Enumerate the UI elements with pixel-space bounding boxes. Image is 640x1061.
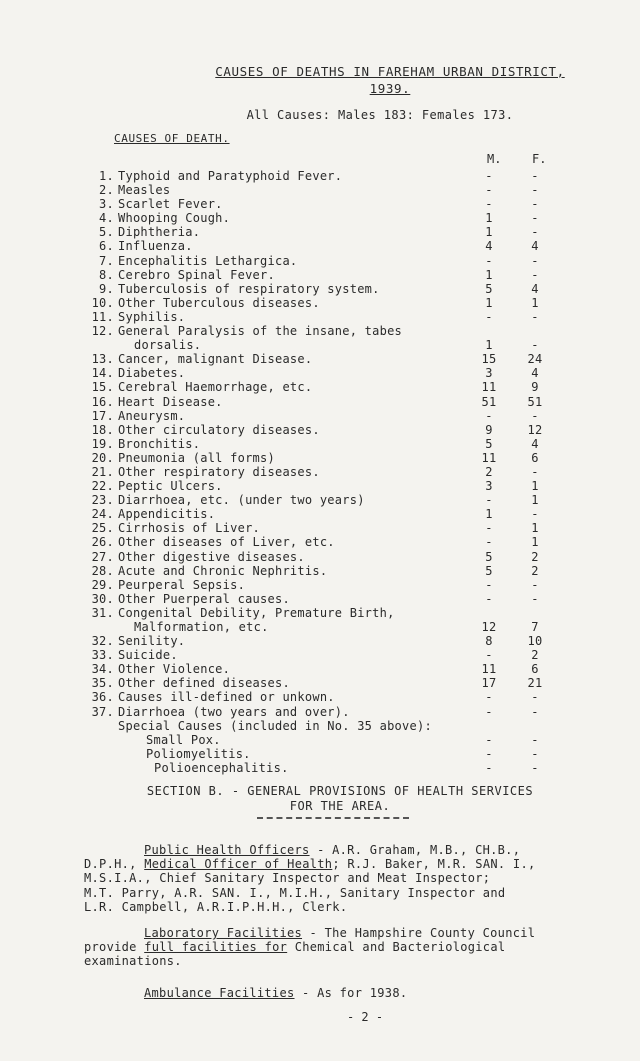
- males-count: -: [485, 732, 493, 747]
- females-count: -: [531, 704, 539, 719]
- row-number: 15.: [91, 380, 114, 395]
- table-row: [84, 493, 584, 507]
- cause-label: dorsalis.: [134, 338, 202, 353]
- cause-label: Pneumonia (all forms): [118, 450, 275, 465]
- row-number: 25.: [91, 521, 114, 536]
- females-count: -: [531, 690, 539, 705]
- table-row: [84, 620, 584, 634]
- cause-label: Diphtheria.: [118, 225, 201, 240]
- females-count: -: [531, 464, 539, 479]
- cause-label: Malformation, etc.: [134, 620, 269, 634]
- table-row: [84, 465, 584, 479]
- row-number: 5.: [99, 225, 114, 240]
- table-row: [84, 733, 584, 747]
- row-number: 36.: [91, 690, 114, 705]
- males-count: -: [485, 577, 493, 592]
- cause-label: Other Puerperal causes.: [118, 591, 290, 606]
- amb-text: - As for 1938.: [294, 986, 408, 1000]
- cause-label: Diabetes.: [118, 366, 186, 381]
- row-number: 13.: [91, 352, 114, 367]
- cause-label: Scarlet Fever.: [118, 197, 223, 212]
- females-count: 2: [531, 563, 539, 578]
- table-row: [84, 395, 584, 409]
- row-number: 32.: [91, 634, 114, 649]
- cause-label: Small Pox.: [146, 732, 221, 747]
- females-count: 4: [531, 436, 539, 451]
- males-count: -: [485, 746, 493, 761]
- females-count: -: [531, 253, 539, 268]
- cause-label: Cerebral Haemorrhage, etc.: [118, 380, 313, 395]
- row-number: 19.: [91, 436, 114, 451]
- row-number: 9.: [99, 281, 114, 296]
- females-count: 10: [527, 634, 543, 649]
- row-number: 1.: [99, 169, 114, 183]
- cause-label: Causes ill-defined or unkown.: [118, 690, 335, 705]
- ph-line-1: [84, 843, 604, 857]
- table-row: [84, 578, 584, 592]
- ph-text-2a: D.P.H.,: [84, 857, 145, 872]
- laboratory-facilities-paragraph: [84, 926, 604, 969]
- males-count: -: [485, 493, 493, 508]
- row-number: 7.: [99, 253, 114, 268]
- females-count: 7: [531, 620, 539, 634]
- males-count: 5: [485, 549, 493, 564]
- females-count: -: [531, 197, 539, 212]
- table-row: [84, 366, 584, 380]
- males-count: 5: [485, 281, 493, 296]
- cause-label: Polioencephalitis.: [154, 760, 289, 775]
- cause-label: Heart Disease.: [118, 394, 223, 409]
- table-row: [84, 521, 584, 535]
- cause-label: Tuberculosis of respiratory system.: [118, 281, 380, 296]
- cause-label: Diarrhoea, etc. (under two years): [118, 493, 365, 508]
- females-count: -: [531, 591, 539, 606]
- document-title: [0, 64, 640, 79]
- row-number: 28.: [91, 563, 114, 578]
- lab-text-2a: provide: [84, 940, 145, 955]
- females-count: 1: [531, 493, 539, 508]
- table-row: [84, 451, 584, 465]
- ambulance-facilities-paragraph: [84, 986, 604, 1000]
- cause-label: Peurperal Sepsis.: [118, 577, 246, 592]
- males-count: -: [485, 253, 493, 268]
- females-count: -: [531, 309, 539, 324]
- row-number: 14.: [91, 366, 114, 381]
- table-row: [84, 211, 584, 225]
- table-row: [84, 380, 584, 394]
- table-row: [84, 352, 584, 366]
- table-row: [84, 690, 584, 704]
- causes-table: [84, 169, 584, 775]
- table-row: [84, 183, 584, 197]
- row-number: 23.: [91, 493, 114, 508]
- males-count: 11: [481, 380, 497, 395]
- divider: [257, 817, 409, 819]
- cause-label: Appendicitis.: [118, 507, 216, 522]
- cause-label: Whooping Cough.: [118, 211, 231, 226]
- table-row: [84, 662, 584, 676]
- cause-label: Encephalitis Lethargica.: [118, 253, 298, 268]
- table-row: [84, 254, 584, 268]
- males-count: -: [485, 535, 493, 550]
- males-count: 1: [485, 338, 493, 353]
- column-header-females: F.: [532, 152, 547, 166]
- females-count: 6: [531, 450, 539, 465]
- cause-label: Poliomyelitis.: [146, 746, 251, 761]
- males-count: 1: [485, 211, 493, 226]
- males-count: -: [485, 169, 493, 183]
- cause-label: Special Causes (included in No. 35 above):: [118, 718, 432, 733]
- males-count: -: [485, 197, 493, 212]
- cause-label: Senility.: [118, 634, 186, 649]
- cause-label: Peptic Ulcers.: [118, 479, 223, 494]
- females-count: 4: [531, 366, 539, 381]
- row-number: 8.: [99, 267, 114, 282]
- cause-label: Typhoid and Paratyphoid Fever.: [118, 169, 343, 183]
- row-number: 12.: [91, 324, 114, 339]
- cause-label: Other respiratory diseases.: [118, 464, 320, 479]
- males-count: 2: [485, 464, 493, 479]
- table-row: [84, 310, 584, 324]
- row-number: 33.: [91, 648, 114, 663]
- males-count: 4: [485, 239, 493, 254]
- lab-text-1: - The Hampshire County Council: [302, 926, 536, 940]
- females-count: -: [531, 746, 539, 761]
- row-number: 20.: [91, 450, 114, 465]
- table-row: [84, 747, 584, 761]
- table-row: [84, 676, 584, 690]
- table-row: [84, 719, 584, 733]
- lab-heading: Laboratory Facilities: [144, 926, 303, 940]
- cause-label: Influenza.: [118, 239, 193, 254]
- table-row: [84, 479, 584, 493]
- females-count: -: [531, 183, 539, 198]
- row-number: 6.: [99, 239, 114, 254]
- cause-label: Other digestive diseases.: [118, 549, 305, 564]
- males-count: 5: [485, 563, 493, 578]
- males-count: -: [485, 648, 493, 663]
- row-number: 18.: [91, 422, 114, 437]
- cause-label: Cancer, malignant Disease.: [118, 352, 313, 367]
- row-number: 3.: [99, 197, 114, 212]
- causes-of-death-heading: CAUSES OF DEATH.: [114, 132, 230, 145]
- row-number: 11.: [91, 309, 114, 324]
- males-count: 5: [485, 436, 493, 451]
- cause-label: Cirrhosis of Liver.: [118, 521, 261, 536]
- males-count: -: [485, 690, 493, 705]
- row-number: 31.: [91, 605, 114, 620]
- lab-line-3: examinations.: [84, 954, 182, 969]
- table-row: [84, 324, 584, 338]
- row-number: 16.: [91, 394, 114, 409]
- females-count: -: [531, 408, 539, 423]
- cause-label: Other defined diseases.: [118, 676, 290, 691]
- males-count: 1: [485, 507, 493, 522]
- cause-label: Diarrhoea (two years and over).: [118, 704, 350, 719]
- row-number: 21.: [91, 464, 114, 479]
- ph-text-2b: Medical Officer of Health: [144, 857, 333, 872]
- ph-line-5: L.R. Campbell, A.R.I.P.H.H., Clerk.: [84, 899, 348, 914]
- ph-text-1: - A.R. Graham, M.B., CH.B.,: [309, 843, 521, 857]
- females-count: 24: [527, 352, 543, 367]
- row-number: 22.: [91, 479, 114, 494]
- females-count: -: [531, 211, 539, 226]
- ph-line-3: M.S.I.A., Chief Sanitary Inspector and Meat Inspector;: [84, 871, 491, 886]
- table-row: [84, 592, 584, 606]
- cause-label: Congenital Debility, Premature Birth,: [118, 605, 395, 620]
- row-number: 4.: [99, 211, 114, 226]
- lab-line-1: [84, 926, 604, 940]
- females-count: 6: [531, 662, 539, 677]
- cause-label: Other Tuberculous diseases.: [118, 295, 320, 310]
- table-row: [84, 268, 584, 282]
- row-number: 17.: [91, 408, 114, 423]
- cause-label: Bronchitis.: [118, 436, 201, 451]
- table-row: [84, 507, 584, 521]
- cause-label: Acute and Chronic Nephritis.: [118, 563, 328, 578]
- table-row: [84, 423, 584, 437]
- section-b-heading: [0, 784, 640, 814]
- cause-label: General Paralysis of the insane, tabes: [118, 324, 403, 339]
- cause-label: Measles: [118, 183, 171, 198]
- amb-line-1: [84, 986, 604, 1000]
- females-count: 1: [531, 479, 539, 494]
- row-number: 34.: [91, 662, 114, 677]
- females-count: 12: [527, 422, 543, 437]
- row-number: 26.: [91, 535, 114, 550]
- females-count: 1: [531, 535, 539, 550]
- all-causes-summary: All Causes: Males 183: Females 173.: [246, 108, 514, 122]
- males-count: 1: [485, 267, 493, 282]
- males-count: 8: [485, 634, 493, 649]
- cause-label: Aneurysm.: [118, 408, 186, 423]
- row-number: 29.: [91, 577, 114, 592]
- table-row: [84, 535, 584, 549]
- males-count: 3: [485, 366, 493, 381]
- cause-label: Other Violence.: [118, 662, 231, 677]
- lab-text-2b: full facilities for: [144, 940, 288, 955]
- page-number: - 2 -: [346, 1010, 384, 1024]
- females-count: 4: [531, 281, 539, 296]
- title-line-2: 1939.: [369, 81, 411, 96]
- males-count: -: [485, 760, 493, 775]
- table-row: [84, 225, 584, 239]
- males-count: 11: [481, 450, 497, 465]
- females-count: 4: [531, 239, 539, 254]
- section-b-line-2: FOR THE AREA.: [289, 799, 391, 813]
- males-count: -: [485, 704, 493, 719]
- table-row: [84, 634, 584, 648]
- females-count: 21: [527, 676, 543, 691]
- lab-line-2: [84, 940, 604, 954]
- females-count: -: [531, 507, 539, 522]
- ph-heading: Public Health Officers: [144, 843, 310, 857]
- males-count: -: [485, 183, 493, 198]
- cause-label: Suicide.: [118, 648, 178, 663]
- ph-line-2: [84, 857, 604, 871]
- females-count: 1: [531, 295, 539, 310]
- document-year: [0, 81, 640, 96]
- table-row: [84, 409, 584, 423]
- row-number: 37.: [91, 704, 114, 719]
- row-number: 24.: [91, 507, 114, 522]
- table-row: [84, 761, 584, 775]
- males-count: 12: [481, 620, 497, 634]
- males-count: -: [485, 521, 493, 536]
- cause-label: Other diseases of Liver, etc.: [118, 535, 335, 550]
- males-count: 3: [485, 479, 493, 494]
- table-row: [84, 169, 584, 183]
- males-count: -: [485, 408, 493, 423]
- males-count: 17: [481, 676, 497, 691]
- table-row: [84, 550, 584, 564]
- females-count: -: [531, 225, 539, 240]
- cause-label: Syphilis.: [118, 309, 186, 324]
- females-count: -: [531, 267, 539, 282]
- lab-text-2c: Chemical and Bacteriological: [287, 940, 506, 955]
- females-count: 2: [531, 549, 539, 564]
- public-health-officers-paragraph: [84, 843, 604, 914]
- females-count: -: [531, 732, 539, 747]
- ph-line-4: M.T. Parry, A.R. SAN. I., M.I.H., Sanitary Inspector and: [84, 885, 506, 900]
- cause-label: Cerebro Spinal Fever.: [118, 267, 275, 282]
- males-count: -: [485, 591, 493, 606]
- table-row: [84, 197, 584, 211]
- row-number: 35.: [91, 676, 114, 691]
- males-count: 11: [481, 662, 497, 677]
- males-count: 51: [481, 394, 497, 409]
- cause-label: Other circulatory diseases.: [118, 422, 320, 437]
- row-number: 27.: [91, 549, 114, 564]
- table-row: [84, 564, 584, 578]
- males-count: -: [485, 309, 493, 324]
- table-row: [84, 239, 584, 253]
- table-row: [84, 437, 584, 451]
- females-count: -: [531, 760, 539, 775]
- column-header-males: M.: [487, 152, 502, 166]
- row-number: 10.: [91, 295, 114, 310]
- title-line-1: CAUSES OF DEATHS IN FAREHAM URBAN DISTRICT,: [215, 64, 565, 79]
- females-count: 1: [531, 521, 539, 536]
- table-row: [84, 282, 584, 296]
- section-b-line-1: SECTION B. - GENERAL PROVISIONS OF HEALTH SERVICES: [146, 784, 534, 798]
- ph-text-2c: ; R.J. Baker, M.R. SAN. I.,: [332, 857, 536, 872]
- table-row: [84, 705, 584, 719]
- table-row: [84, 296, 584, 310]
- males-count: 1: [485, 225, 493, 240]
- row-number: 30.: [91, 591, 114, 606]
- females-count: 51: [527, 394, 543, 409]
- row-number: 2.: [99, 183, 114, 198]
- females-count: 9: [531, 380, 539, 395]
- table-row: [84, 648, 584, 662]
- females-count: -: [531, 338, 539, 353]
- females-count: -: [531, 577, 539, 592]
- males-count: 1: [485, 295, 493, 310]
- table-row: [84, 606, 584, 620]
- females-count: -: [531, 169, 539, 183]
- females-count: 2: [531, 648, 539, 663]
- table-row: [84, 338, 584, 352]
- amb-heading: Ambulance Facilities: [144, 986, 295, 1000]
- males-count: 9: [485, 422, 493, 437]
- males-count: 15: [481, 352, 497, 367]
